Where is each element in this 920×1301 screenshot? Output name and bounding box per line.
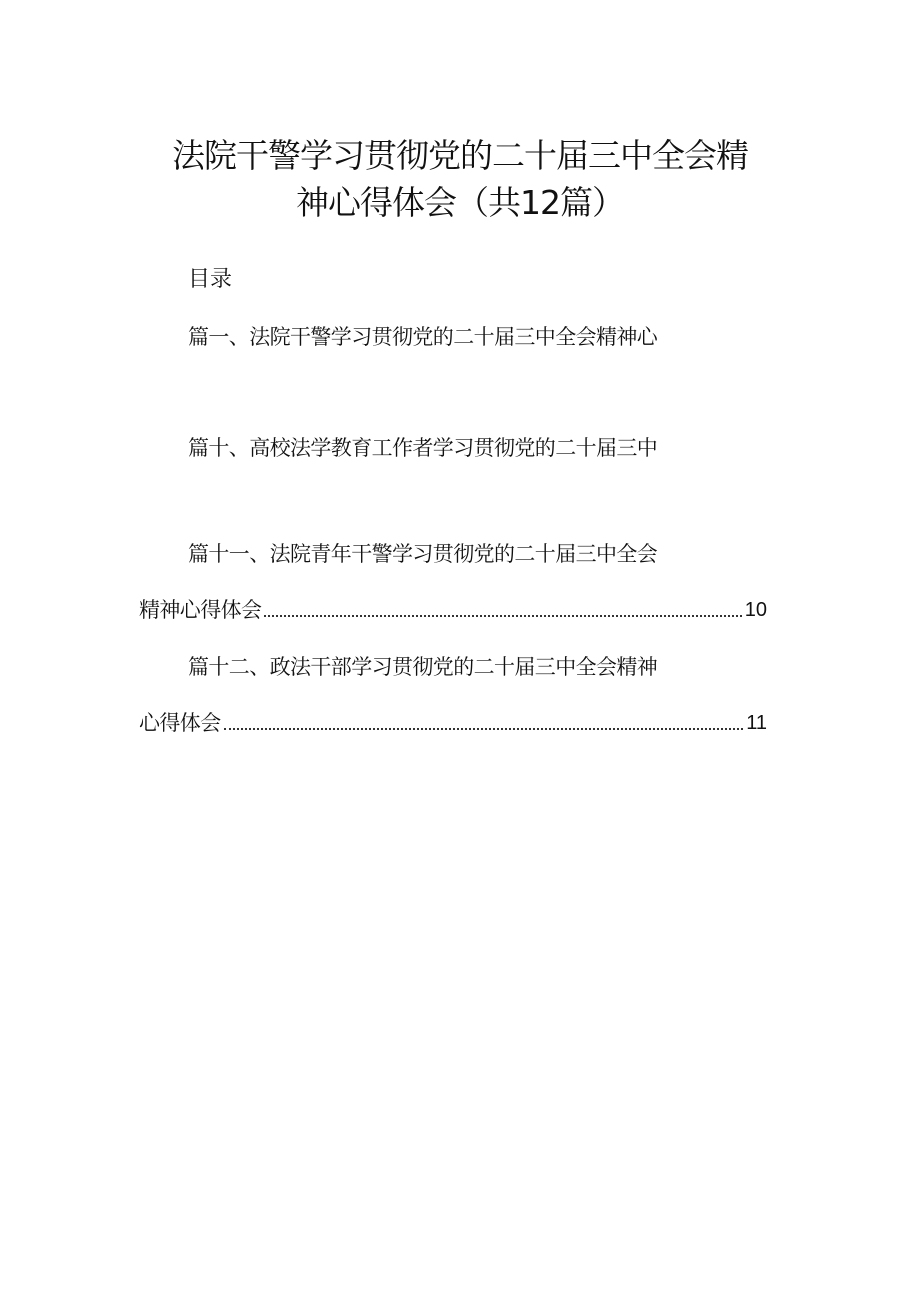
toc-entry-11-text: 精神心得体会 (139, 598, 262, 622)
toc-entry-1[interactable]: 篇一、法院干警学习贯彻党的二十届三中全会精神心 (188, 325, 658, 349)
dot-leader (224, 728, 744, 730)
toc-heading: 目录 (188, 267, 233, 292)
toc-entry-11-page-number: 10 (744, 599, 767, 621)
toc-entry-12-line-1[interactable]: 篇十二、政法干部学习贯彻党的二十届三中全会精神 (188, 655, 658, 679)
toc-entry-11-line-2[interactable] (139, 596, 767, 624)
document-title-line-2: 神心得体会（共12篇） (296, 183, 624, 222)
document-title-line-1: 法院干警学习贯彻党的二十届三中全会精 (172, 136, 748, 175)
toc-entry-12-line-2[interactable] (139, 709, 767, 737)
toc-entry-12-page-number: 11 (746, 712, 767, 734)
dot-leader (264, 615, 741, 617)
toc-entry-12-text: 心得体会 (139, 711, 221, 735)
toc-entry-10[interactable]: 篇十、高校法学教育工作者学习贯彻党的二十届三中 (188, 436, 658, 460)
toc-entry-11-line-1[interactable]: 篇十一、法院青年干警学习贯彻党的二十届三中全会 (188, 542, 658, 566)
